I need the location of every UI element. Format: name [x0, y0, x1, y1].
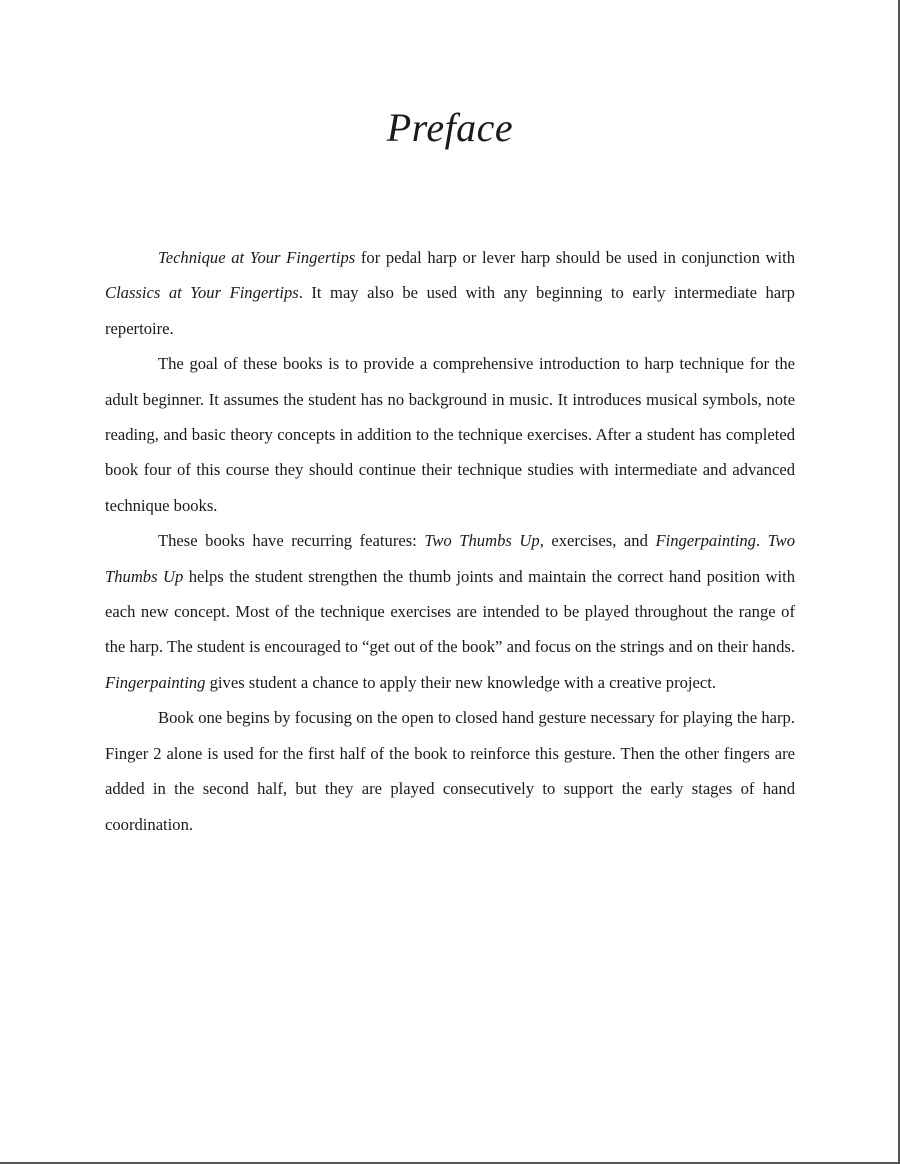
paragraph-1: [105, 240, 795, 346]
paragraph-3: [105, 523, 795, 700]
text-span: .: [755, 531, 768, 551]
text-span: gives student a chance to apply their new knowledge with a creative project.: [205, 672, 717, 692]
feature-two-thumbs-up: Two Thumbs Up: [105, 531, 796, 586]
text-span: The goal of these books is to provide a comprehensive introduction to harp technique for the adult beginner. It assumes the student has no background in music. It introduces musical symbols, note reading, and basic theory concepts in addition to the technique exercises. After a student has completed book four of this course they should continue their technique studies with intermediate and advanced technique books.: [105, 354, 795, 515]
feature-two-thumbs-up: Two Thumbs Up: [424, 531, 540, 551]
preface-body: [105, 240, 795, 842]
text-span: , exercises, and: [539, 531, 656, 551]
book-title-classics: Classics at Your Fingertips: [105, 283, 299, 303]
text-span: . It may also be used with any beginning to early intermediate harp repertoire.: [105, 283, 795, 338]
paragraph-4: [105, 700, 795, 842]
book-title-technique: Technique at Your Fingertips: [158, 248, 356, 267]
paragraph-2: [105, 346, 795, 523]
text-span: Book one begins by focusing on the open to closed hand gesture necessary for playing the harp. Finger 2 alone is used for the first half of the book to reinforce this gesture. Then the other fingers are added in the second half, but they are played consecutively to support the early stages of hand coordination.: [105, 708, 795, 834]
text-span: for pedal harp or lever harp should be used in conjunction with: [355, 248, 795, 267]
page-title: Preface: [386, 105, 514, 150]
feature-fingerpainting: Fingerpainting: [655, 531, 756, 551]
feature-fingerpainting: Fingerpainting: [105, 672, 206, 692]
text-span: helps the student strengthen the thumb joints and maintain the correct hand position with each new concept. Most of the technique exercises are intended to be played throughout the range of the harp. The student is encouraged to “get out of the book” and focus on the strings and on their hands.: [105, 566, 795, 657]
text-span: These books have recurring features:: [158, 531, 425, 551]
